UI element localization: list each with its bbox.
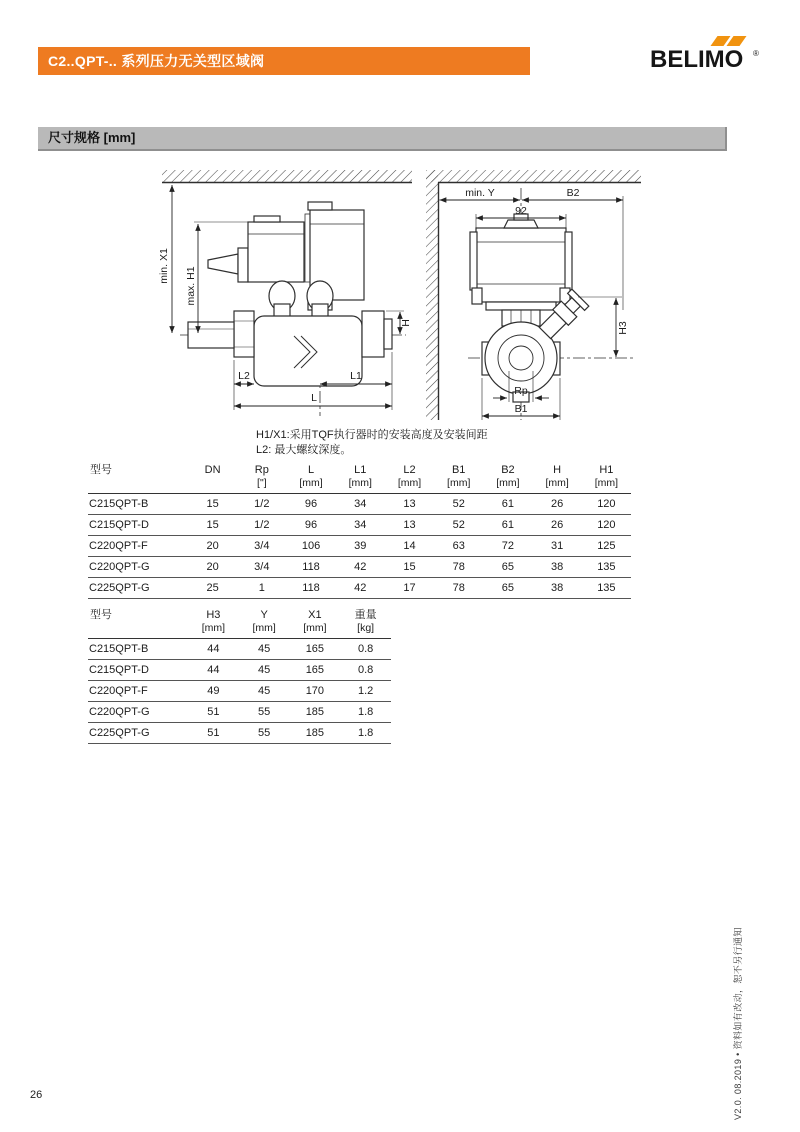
belimo-logo: [650, 36, 775, 78]
table-row: [88, 578, 631, 599]
value-cell: 39: [336, 536, 385, 557]
version-note: V2.0. 08.2019 • 资料如有改动，恕不另行通知: [733, 927, 743, 1120]
value-cell: 118: [286, 557, 335, 578]
value-cell: 52: [434, 494, 483, 515]
value-cell: 1.8: [340, 702, 391, 723]
dim-label-max-h1: max. H1: [185, 266, 197, 306]
value-cell: 42: [336, 578, 385, 599]
column-header: Y [mm]: [239, 606, 290, 639]
value-cell: 165: [290, 660, 341, 681]
value-cell: 63: [434, 536, 483, 557]
value-cell: 25: [188, 578, 237, 599]
section-header: 尺寸规格 [mm]: [38, 127, 727, 151]
wall-hatch: [426, 170, 439, 420]
value-cell: 51: [188, 702, 239, 723]
table-row: [88, 639, 391, 660]
dim-label-h: H: [400, 319, 412, 327]
value-cell: 185: [290, 723, 341, 744]
value-cell: 1.8: [340, 723, 391, 744]
table-row: [88, 494, 631, 515]
value-cell: 52: [434, 515, 483, 536]
dimension-drawing-side-view: [158, 170, 412, 426]
table-row: [88, 702, 391, 723]
value-cell: 78: [434, 557, 483, 578]
dim-label-b2: B2: [566, 187, 580, 199]
value-cell: 96: [286, 515, 335, 536]
model-cell: C225QPT-G: [88, 723, 188, 744]
value-cell: 15: [188, 494, 237, 515]
value-cell: 31: [533, 536, 582, 557]
value-cell: 118: [286, 578, 335, 599]
value-cell: 0.8: [340, 639, 391, 660]
value-cell: 44: [188, 639, 239, 660]
model-cell: C215QPT-D: [88, 660, 188, 681]
column-header: L [mm]: [286, 461, 335, 494]
page-number: 26: [30, 1089, 43, 1101]
column-header: 重量 [kg]: [340, 606, 391, 639]
value-cell: 34: [336, 515, 385, 536]
dim-label-min-y: min. Y: [465, 187, 495, 199]
table-row: [88, 536, 631, 557]
value-cell: 0.8: [340, 660, 391, 681]
caption-line: L2: 最大螺纹深度。: [256, 444, 352, 456]
value-cell: 49: [188, 681, 239, 702]
model-cell: C215QPT-B: [88, 639, 188, 660]
model-cell: C220QPT-F: [88, 681, 188, 702]
value-cell: 1.2: [340, 681, 391, 702]
column-header: B2 [mm]: [483, 461, 532, 494]
value-cell: 120: [582, 494, 631, 515]
dimension-drawing-front-view: [426, 170, 641, 426]
value-cell: 165: [290, 639, 341, 660]
value-cell: 51: [188, 723, 239, 744]
column-header: DN: [188, 461, 237, 494]
value-cell: 72: [483, 536, 532, 557]
ceiling-hatch: [162, 170, 412, 183]
belimo-slash-icon: [726, 36, 746, 46]
value-cell: 1/2: [237, 515, 286, 536]
column-header: H [mm]: [533, 461, 582, 494]
value-cell: 20: [188, 557, 237, 578]
model-cell: C225QPT-G: [88, 578, 188, 599]
dim-label-l: L: [311, 392, 317, 404]
value-cell: 15: [188, 515, 237, 536]
value-cell: 38: [533, 578, 582, 599]
value-cell: 17: [385, 578, 434, 599]
value-cell: 61: [483, 515, 532, 536]
value-cell: 3/4: [237, 536, 286, 557]
model-cell: C220QPT-G: [88, 702, 188, 723]
table-row: [88, 681, 391, 702]
column-header: B1 [mm]: [434, 461, 483, 494]
value-cell: 55: [239, 723, 290, 744]
value-cell: 120: [582, 515, 631, 536]
value-cell: 45: [239, 681, 290, 702]
value-cell: 135: [582, 557, 631, 578]
value-cell: 1/2: [237, 494, 286, 515]
value-cell: 65: [483, 557, 532, 578]
model-cell: C215QPT-D: [88, 515, 188, 536]
value-cell: 3/4: [237, 557, 286, 578]
model-cell: C220QPT-F: [88, 536, 188, 557]
value-cell: 38: [533, 557, 582, 578]
page-title-bar: C2..QPT-.. 系列压力无关型区域阀: [38, 47, 530, 75]
dim-label-b1: B1: [514, 403, 528, 415]
value-cell: 26: [533, 515, 582, 536]
dimensions-table-1: [88, 461, 631, 599]
column-header: Rp ["]: [237, 461, 286, 494]
model-cell: C220QPT-G: [88, 557, 188, 578]
table-row: [88, 660, 391, 681]
drawing-caption: [256, 428, 488, 458]
dim-label-l1: L1: [350, 370, 362, 382]
value-cell: 26: [533, 494, 582, 515]
value-cell: 20: [188, 536, 237, 557]
registered-trademark: ®: [753, 49, 759, 58]
column-header: L2 [mm]: [385, 461, 434, 494]
value-cell: 96: [286, 494, 335, 515]
value-cell: 45: [239, 660, 290, 681]
value-cell: 13: [385, 515, 434, 536]
table-row: [88, 515, 631, 536]
header-row: [88, 606, 391, 639]
value-cell: 14: [385, 536, 434, 557]
value-cell: 106: [286, 536, 335, 557]
column-header: 型号: [88, 461, 188, 494]
value-cell: 78: [434, 578, 483, 599]
header-row: [88, 461, 631, 494]
value-cell: 55: [239, 702, 290, 723]
dim-label-rp: Rp: [514, 385, 528, 397]
value-cell: 15: [385, 557, 434, 578]
table-row: [88, 723, 391, 744]
caption-line: H1/X1:采用TQF执行器时的安装高度及安装间距: [256, 429, 488, 441]
value-cell: 1: [237, 578, 286, 599]
dim-label-l2: L2: [238, 370, 250, 382]
value-cell: 42: [336, 557, 385, 578]
column-header: L1 [mm]: [336, 461, 385, 494]
dim-label-92: 92: [515, 205, 527, 217]
dim-label-min-x1: min. X1: [158, 248, 170, 284]
table-row: [88, 557, 631, 578]
value-cell: 44: [188, 660, 239, 681]
column-header: 型号: [88, 606, 188, 639]
dim-label-h3: H3: [617, 321, 629, 335]
column-header: X1 [mm]: [290, 606, 341, 639]
pipe: [188, 322, 234, 348]
value-cell: 61: [483, 494, 532, 515]
value-cell: 125: [582, 536, 631, 557]
column-header: H1 [mm]: [582, 461, 631, 494]
value-cell: 45: [239, 639, 290, 660]
value-cell: 13: [385, 494, 434, 515]
value-cell: 170: [290, 681, 341, 702]
value-cell: 65: [483, 578, 532, 599]
model-cell: C215QPT-B: [88, 494, 188, 515]
value-cell: 34: [336, 494, 385, 515]
ceiling-hatch: [426, 170, 641, 183]
value-cell: 135: [582, 578, 631, 599]
value-cell: 185: [290, 702, 341, 723]
column-header: H3 [mm]: [188, 606, 239, 639]
dimensions-table-2: [88, 606, 391, 744]
brand-wordmark: BELIMO: [650, 46, 744, 73]
